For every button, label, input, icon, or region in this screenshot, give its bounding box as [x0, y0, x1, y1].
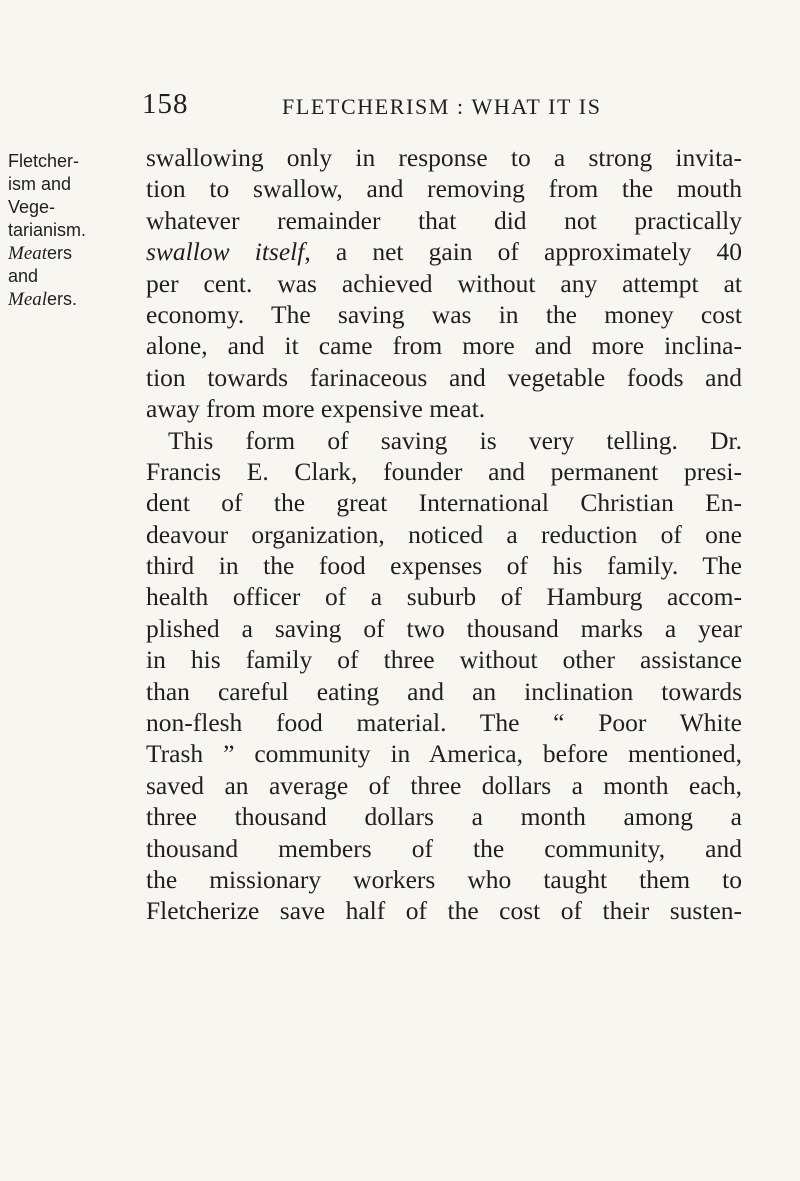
text-line: tion to swallow, and removing from the mouth [146, 174, 742, 204]
emphasis-swallow-itself: swallow itself [146, 237, 305, 267]
text-line: swallowing only in response to a strong invita- [146, 143, 742, 172]
text-line: whatever remainder that did not practically [146, 205, 742, 235]
text-line: Francis E. Clark, founder and permanent presi- [146, 456, 742, 486]
text-line: dent of the great International Christian En- [146, 488, 742, 518]
margin-note-meaters-italic: Meat [8, 243, 48, 264]
margin-note-meaters-roman: ers [47, 243, 73, 263]
margin-note [8, 150, 128, 311]
text-line: alone, and it came from more and more inclina- [146, 331, 742, 361]
text-line: third in the food expenses of his family. The [146, 551, 742, 581]
margin-note-mealers-roman: ers. [47, 289, 78, 309]
text-line [146, 236, 742, 267]
text-line: health officer of a suburb of Hamburg accom- [146, 582, 742, 612]
text-line: per cent. was achieved without any attempt at [146, 268, 742, 298]
text-line: three thousand dollars a month among a [146, 802, 742, 832]
page-number: 158 [142, 88, 189, 120]
margin-note-line [8, 288, 128, 311]
text-line: non-flesh food material. The “ Poor White [146, 708, 742, 738]
text-line: tion towards farinaceous and vegetable foods and [146, 362, 742, 392]
text-line: in his family of three without other assistance [146, 645, 742, 675]
text-line: the missionary workers who taught them to [146, 864, 742, 894]
page-header [142, 88, 742, 128]
body-text [146, 142, 742, 927]
margin-note-line: tarianism. [8, 220, 87, 240]
margin-note-line: and [8, 266, 39, 286]
margin-note-line: ism and [8, 174, 72, 194]
text-line: away from more expensive meat. [146, 394, 486, 424]
margin-note-line: Vege- [8, 197, 56, 217]
text-line: thousand members of the community, and [146, 833, 742, 863]
margin-note-mealers-italic: Meal [8, 289, 48, 310]
text-line: saved an average of three dollars a month each, [146, 770, 742, 800]
text-line: than careful eating and an inclination towards [146, 676, 742, 706]
text-line-rest: , a net gain of approximately 40 [304, 237, 742, 267]
running-title: FLETCHERISM : WHAT IT IS [282, 94, 602, 119]
text-line: deavour organization, noticed a reduction of one [146, 519, 742, 549]
text-line: plished a saving of two thousand marks a year [146, 613, 742, 643]
text-line: This form of saving is very telling. Dr. [168, 425, 742, 455]
text-line: Fletcherize save half of the cost of their susten- [146, 896, 742, 926]
margin-note-line: Fletcher- [8, 151, 80, 171]
margin-note-line [8, 242, 128, 265]
text-line: economy. The saving was in the money cost [146, 299, 742, 329]
text-line: Trash ” community in America, before mentioned, [146, 739, 742, 769]
